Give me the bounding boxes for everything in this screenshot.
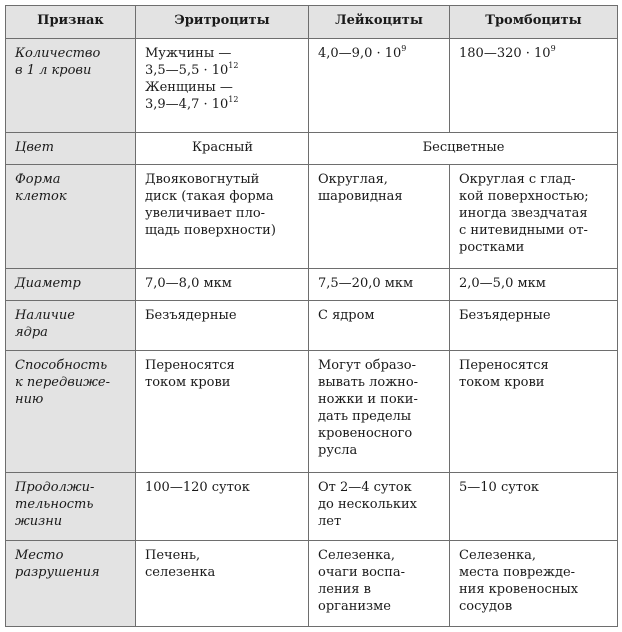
ery-women-value: 3,9—4,7 · $10^{12}$ (145, 95, 239, 112)
header-leukocytes: Лейкоциты (309, 6, 450, 39)
cell-leu-lifespan: От 2—4 суток до нескольких лет (309, 473, 450, 541)
cell-ery-motility: Переносятся током крови (136, 351, 309, 473)
cell-other-color: Бесцветные (309, 133, 618, 165)
row-label-count: Количество в 1 л крови (6, 39, 136, 133)
cell-thr-nucleus: Безъядерные (450, 301, 618, 351)
cell-ery-diameter: 7,0—8,0 мкм (136, 269, 309, 301)
row-nucleus (6, 301, 618, 351)
row-color (6, 133, 618, 165)
row-lifespan (6, 473, 618, 541)
cell-thr-count: 180—320 · $10^9$ (450, 39, 618, 133)
cell-thr-lifespan: 5—10 суток (450, 473, 618, 541)
row-label-nucleus: Наличие ядра (6, 301, 136, 351)
cell-leu-nucleus: С ядром (309, 301, 450, 351)
row-destruction (6, 541, 618, 627)
row-diameter (6, 269, 618, 301)
row-label-color: Цвет (6, 133, 136, 165)
cell-ery-destruction: Печень, селезенка (136, 541, 309, 627)
ery-women-label: Женщины — (145, 80, 233, 95)
cell-ery-shape: Двояковогнутый диск (такая форма увеличивает пло- щадь поверхности) (136, 165, 309, 269)
ery-men-label: Мужчины — (145, 46, 232, 61)
row-count (6, 39, 618, 133)
row-shape (6, 165, 618, 269)
cell-thr-motility: Переносятся током крови (450, 351, 618, 473)
cell-ery-color: Красный (136, 133, 309, 165)
cell-leu-count: 4,0—9,0 · $10^9$ (309, 39, 450, 133)
row-motility (6, 351, 618, 473)
cell-thr-diameter: 2,0—5,0 мкм (450, 269, 618, 301)
ery-men-value: 3,5—5,5 · $10^{12}$ (145, 61, 239, 78)
cell-ery-count (136, 39, 309, 133)
row-label-diameter: Диаметр (6, 269, 136, 301)
cell-leu-motility: Могут образо- вывать ложно- ножки и поки- дать пределы кровеносного русла (309, 351, 450, 473)
cell-leu-destruction: Селезенка, очаги воспа- ления в организме (309, 541, 450, 627)
cell-leu-diameter: 7,5—20,0 мкм (309, 269, 450, 301)
header-erythrocytes: Эритроциты (136, 6, 309, 39)
header-row (6, 6, 618, 39)
row-label-lifespan: Продолжи- тельность жизни (6, 473, 136, 541)
cell-thr-shape: Округлая с глад- кой поверхностью; иногда звездчатая с нитевидными от- ростками (450, 165, 618, 269)
cell-thr-destruction: Селезенка, места поврежде- ния кровеносных сосудов (450, 541, 618, 627)
header-feature: Признак (6, 6, 136, 39)
cell-ery-nucleus: Безъядерные (136, 301, 309, 351)
cell-leu-shape: Округлая, шаровидная (309, 165, 450, 269)
row-label-destruction: Место разрушения (6, 541, 136, 627)
blood-cells-table (5, 5, 618, 627)
row-label-shape: Форма клеток (6, 165, 136, 269)
cell-ery-lifespan: 100—120 суток (136, 473, 309, 541)
header-platelets: Тромбоциты (450, 6, 618, 39)
row-label-motility: Способность к передвиже- нию (6, 351, 136, 473)
